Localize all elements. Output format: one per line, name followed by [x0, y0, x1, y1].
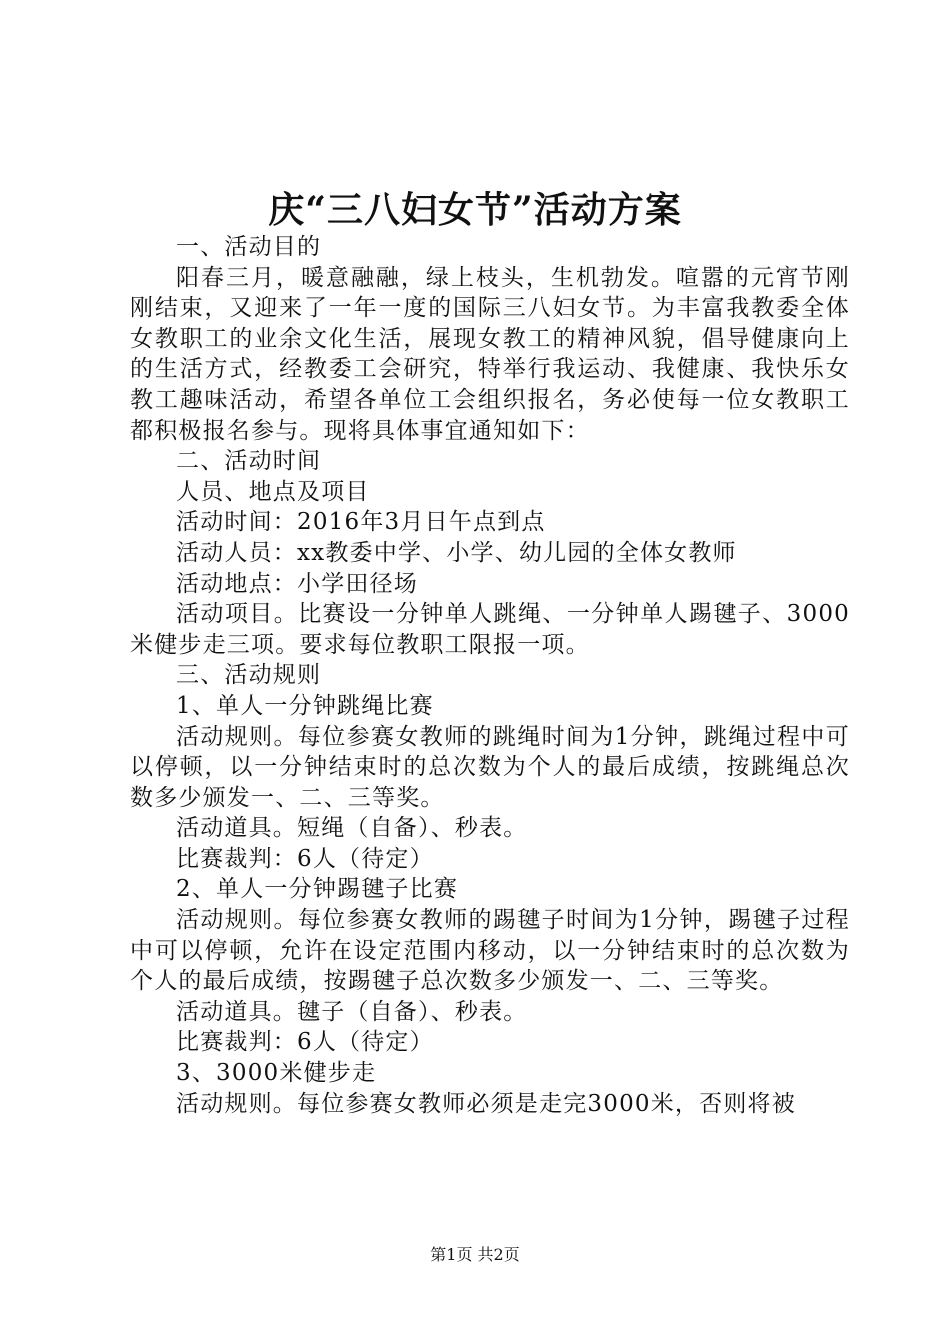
- paragraph: 活动时间：2016年3月日午点到点: [176, 509, 546, 536]
- paragraph: 人员、地点及项目: [176, 478, 370, 505]
- paragraph: 活动规则。每位参赛女教师的跳绳时间为1分钟，跳绳过程中可以停顿，以一分钟结束时的总次数为个人的最后成绩，按跳绳总次数多少颁发一、二、三等奖。: [130, 723, 850, 811]
- paragraph: 活动道具。毽子（自备）、秒表。: [176, 998, 528, 1025]
- paragraph: 阳春三月，暖意融融，绿上枝头，生机勃发。喧嚣的元宵节刚刚结束，又迎来了一年一度的国际三八妇女节。为丰富我教委全体女教职工的业余文化生活，展现女教工的精神风貌，倡导健康向上的生活方式，经教委工会研究，特举行我运动、我健康、我快乐女教工趣味活动，希望各单位工会组织报名，务必使每一位女教职工都积极报名参与。现将具体事宜通知如下：: [130, 264, 850, 444]
- subsection-heading: 2、单人一分钟踢毽子比赛: [176, 876, 459, 903]
- paragraph: 活动规则。每位参赛女教师必须是走完3000米，否则将被: [176, 1090, 796, 1117]
- paragraph: 活动人员：xx教委中学、小学、幼儿园的全体女教师: [176, 539, 737, 566]
- page-footer: 第1页 共2页: [430, 1245, 520, 1264]
- section-heading: 一、活动目的: [176, 234, 322, 260]
- paragraph: 活动地点：小学田径场: [176, 570, 418, 597]
- paragraph: 比赛裁判：6人（待定）: [176, 845, 434, 872]
- paragraph: 活动项目。比赛设一分钟单人跳绳、一分钟单人踢毽子、3000米健步走三项。要求每位教职工限报一项。: [130, 601, 850, 658]
- paragraph: 活动规则。每位参赛女教师的踢毽子时间为1分钟，踢毽子过程中可以停顿，允许在设定范围内移动，以一分钟结束时的总次数为个人的最后成绩，按踢毽子总次数多少颁发一、二、三等奖。: [130, 907, 850, 995]
- document-title: 庆“三八妇女节”活动方案: [268, 189, 682, 231]
- paragraph: 比赛裁判：6人（待定）: [176, 1029, 434, 1056]
- subsection-heading: 3、3000米健步走: [176, 1060, 377, 1087]
- paragraph: 活动道具。短绳（自备）、秒表。: [176, 815, 528, 842]
- subsection-heading: 1、单人一分钟跳绳比赛: [176, 692, 434, 719]
- section-heading: 二、活动时间: [176, 448, 322, 475]
- section-heading: 三、活动规则: [176, 662, 322, 689]
- document-body: [130, 232, 850, 1119]
